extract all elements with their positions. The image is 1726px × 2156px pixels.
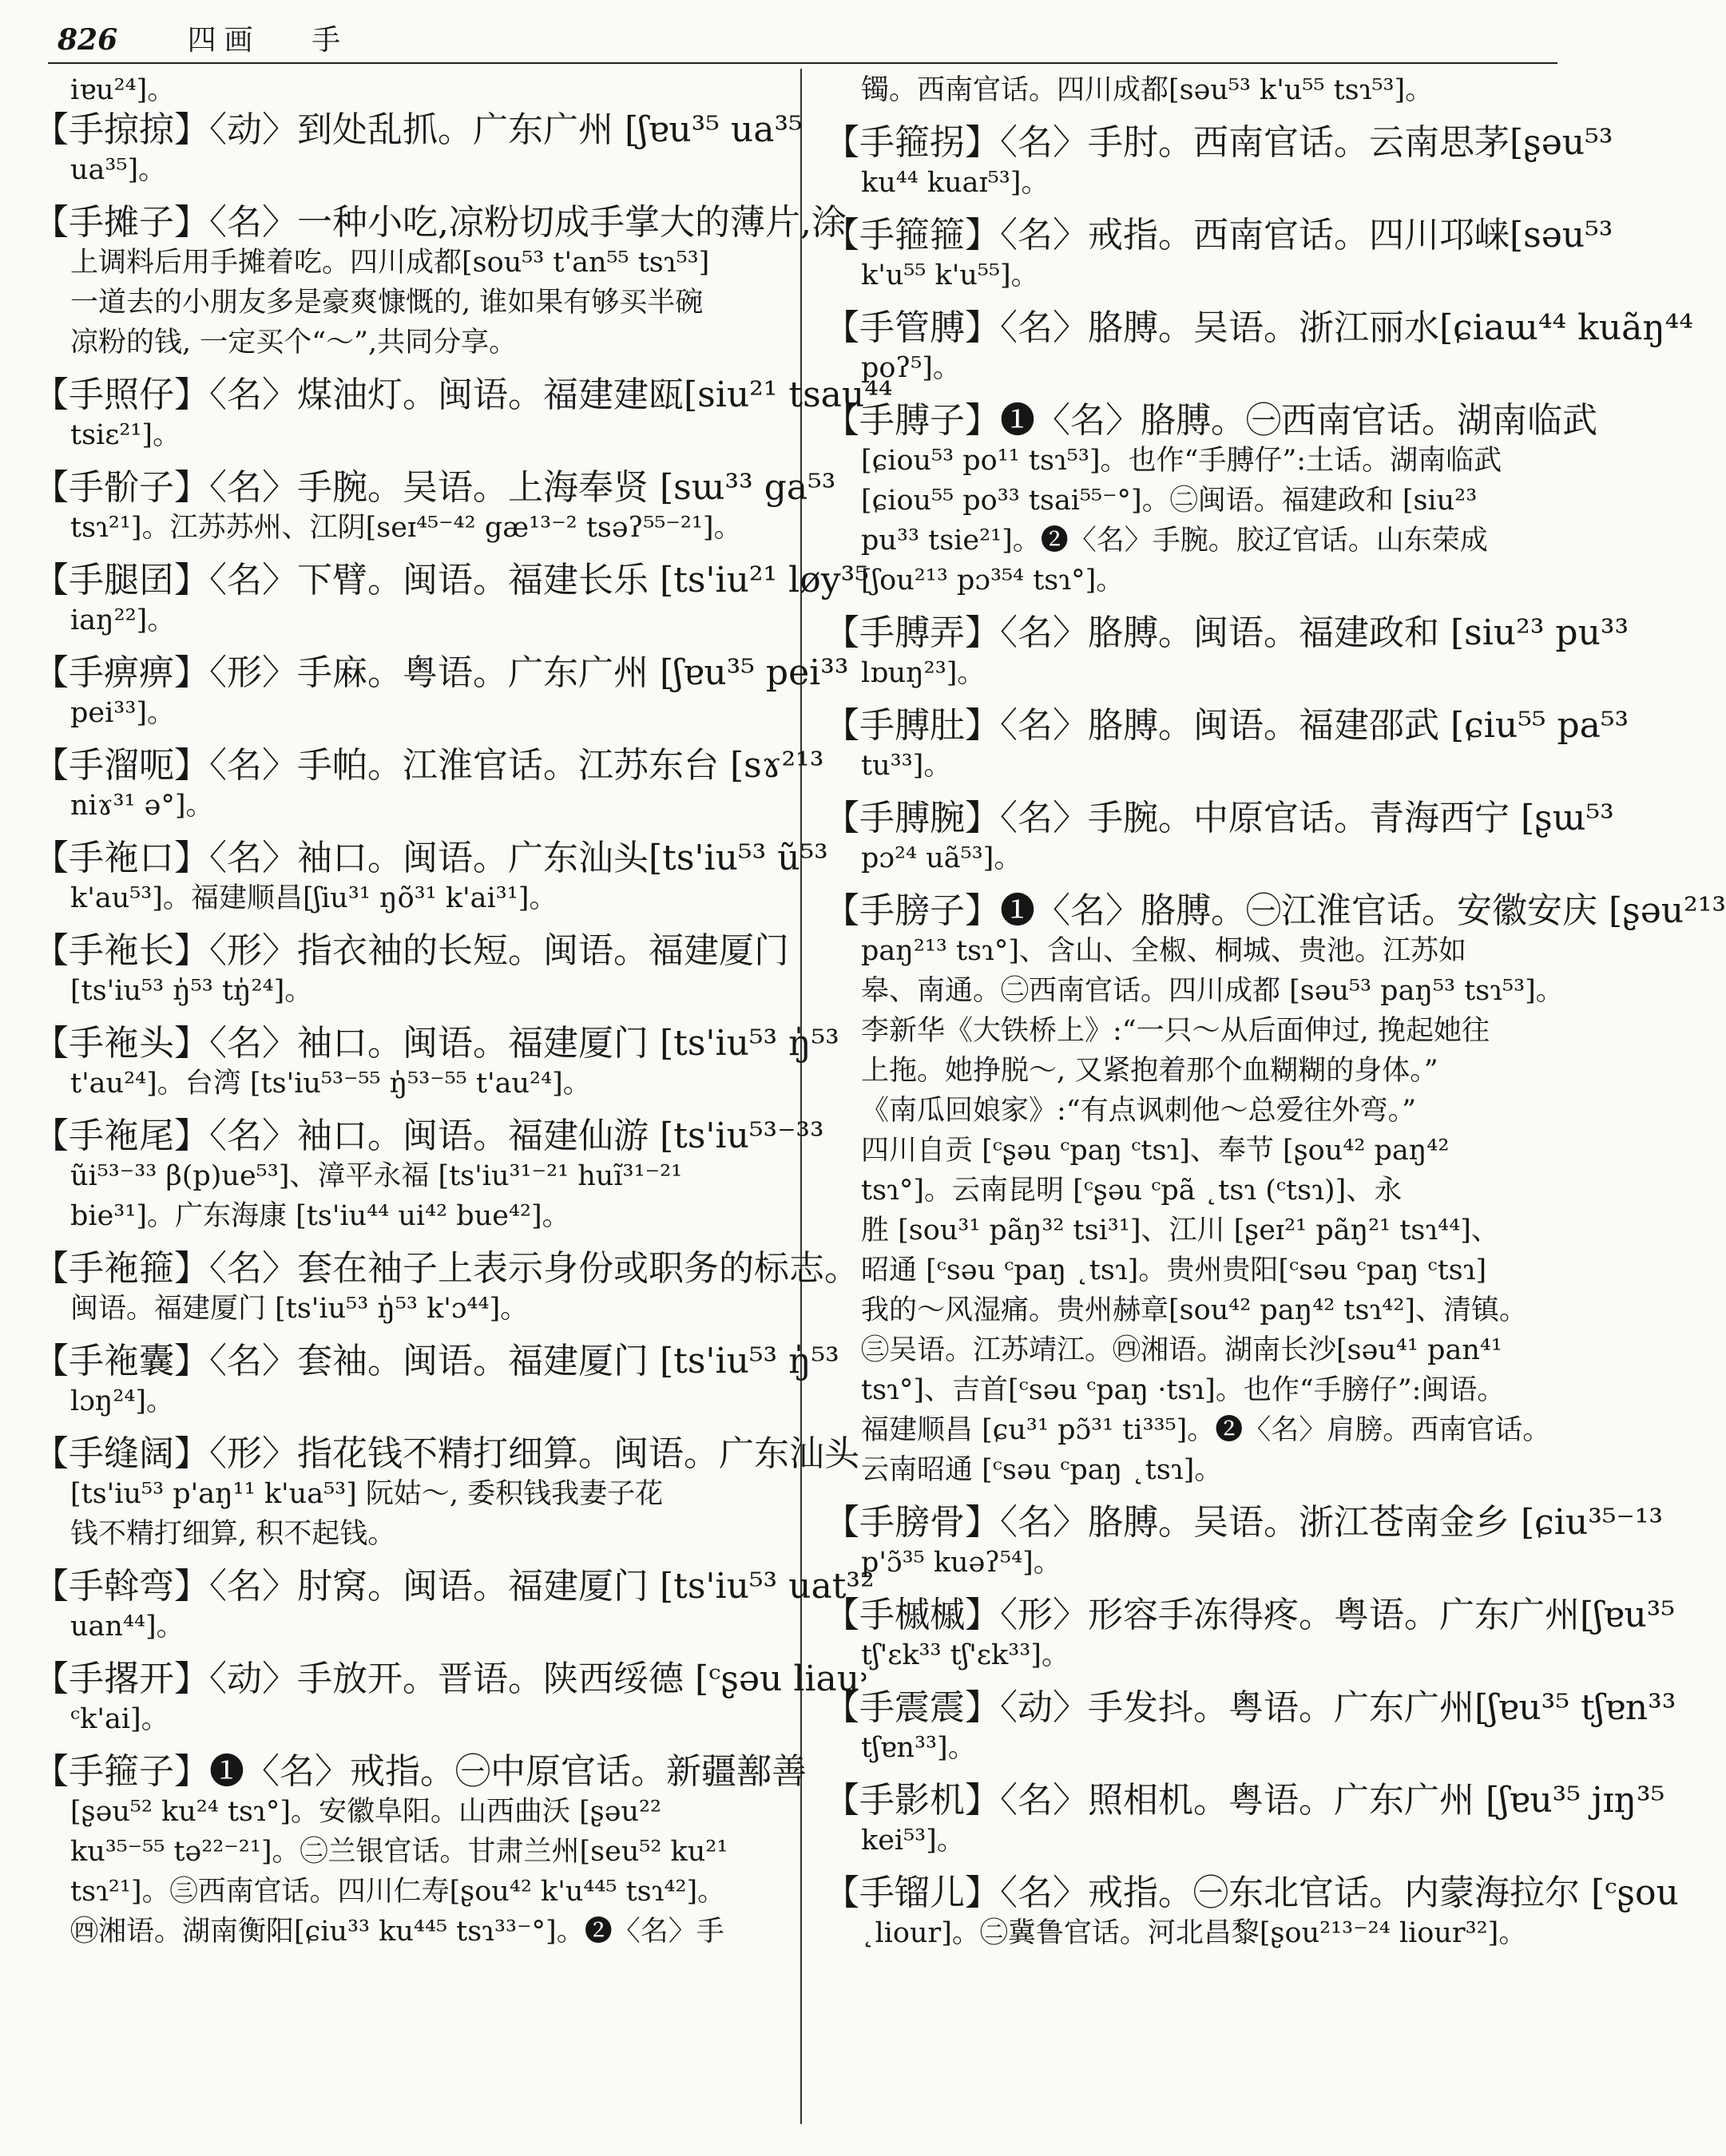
entry-text-line: ku³⁵⁻⁵⁵ tə²²⁻²¹]。㊁兰银官话。甘肃兰州[seu⁵² ku²¹ (70, 1836, 728, 1868)
entry-text-line: 我的～风湿痛。贵州赫章[sou⁴² paŋ⁴² tsɿ⁴²]、清镇。 (861, 1294, 1528, 1326)
entry-text-line: 皋、南通。㊁西南官话。四川成都 [səu⁵³ paŋ⁵³ tsɿ⁵³]。 (861, 975, 1564, 1007)
entry-text-line: [ʃou²¹³ pɔ³⁵⁴ tsɿ°]。 (861, 565, 1125, 596)
entry-text-line: 胜 [sou³¹ pãŋ³² tsi³¹]、江川 [ʂeɪ²¹ pãŋ²¹ tsɿ⁴⁴]、 (861, 1215, 1499, 1246)
entry-text-line: lɒuŋ²³]。 (861, 657, 986, 689)
entry-headline: 【手膊子】❶〈名〉胳膊。㊀西南官话。湖南临武 (824, 400, 1597, 441)
entry-headline: 【手箍箍】〈名〉戒指。西南官话。四川邛崃[səu⁵³ (824, 215, 1613, 256)
right-column (824, 70, 1726, 1953)
entry-text-line: pu³³ tsie²¹]。❷〈名〉手腕。胶辽官话。山东荣成 (861, 525, 1488, 557)
entry-text-line: ua³⁵]。 (70, 154, 167, 186)
entry-headline: 【手腿囝】〈名〉下臂。闽语。福建长乐 [ts'iu²¹ løy³⁵ (34, 560, 869, 600)
entry-headline: 【手袘尾】〈名〉袖口。闽语。福建仙游 [ts'iu⁵³⁻³³ (34, 1116, 824, 1156)
entry-headline: 【手管膊】〈名〉胳膊。吴语。浙江丽水[ɕiaɯ⁴⁴ kuãŋ⁴⁴ (824, 307, 1693, 348)
entry-text-line: tu³³]。 (861, 750, 952, 782)
entry-text-line: ㊃湘语。湖南衡阳[ɕiu³³ ku⁴⁴⁵ tsɿ³³⁻°]。❷〈名〉手 (70, 1916, 724, 1948)
entry-headline: 【手斡弯】〈名〉肘窝。闽语。福建厦门 [ts'iu⁵³ uat³² (34, 1566, 875, 1607)
entry-headline: 【手膊弄】〈名〉胳膊。闽语。福建政和 [siu²³ pu³³ (824, 612, 1629, 653)
entry-text-line: ku⁴⁴ kuaɪ⁵³]。 (861, 167, 1049, 199)
entry-text-line: k'u⁵⁵ k'u⁵⁵]。 (861, 260, 1039, 291)
entry-text-line: 镯。西南官话。四川成都[səu⁵³ k'u⁵⁵ tsɿ⁵³]。 (861, 74, 1434, 106)
entry-headline: 【手痹痹】〈形〉手麻。粤语。广东广州 [ʃɐu³⁵ pei³³ (34, 652, 849, 693)
entry-headline: 【手撂开】〈动〉手放开。晋语。陕西绥德 [ᶜʂəu liau˒ (34, 1659, 871, 1699)
entry-text-line: ᶜk'ai]。 (70, 1703, 169, 1735)
entry-text-line: 云南昭通 [ᶜsəu ᶜpaŋ ˛tsɿ]。 (861, 1454, 1223, 1486)
entry-headline: 【手掠掠】〈动〉到处乱抓。广东广州 [ʃɐu³⁵ ua³⁵ (34, 109, 803, 150)
entry-headline: 【手箍拐】〈名〉手肘。西南官话。云南思茅[ʂəu⁵³ (824, 122, 1613, 163)
entry-text-line: tsiɛ²¹]。 (70, 419, 181, 451)
entry-text-line: 上拖。她挣脱～, 又紧抱着那个血糊糊的身体。” (861, 1055, 1438, 1087)
entry-headline: 【手膀骨】〈名〉胳膊。吴语。浙江苍南金乡 [ɕiu³⁵⁻¹³ (824, 1502, 1663, 1543)
entry-headline: 【手膀子】❶〈名〉胳膊。㊀江淮官话。安徽安庆 [ʂəu²¹³ (824, 890, 1726, 931)
entry-text-line: 福建顺昌 [ɕu³¹ pɔ̃³¹ ti³³⁵]。❷〈名〉肩膀。西南官话。 (861, 1414, 1551, 1446)
entry-headline: 【手箍子】❶〈名〉戒指。㊀中原官话。新疆鄯善 (34, 1751, 807, 1792)
page-number: 826 (58, 23, 118, 57)
entry-text-line: poʔ⁵]。 (861, 352, 961, 384)
entry-text-line: 钱不精打细算, 积不起钱。 (70, 1518, 396, 1550)
entry-text-line: 李新华《大铁桥上》:“一只～从后面伸过, 挽起她往 (861, 1015, 1490, 1047)
entry-text-line: p'ɔ̃³⁵ kuəʔ⁵⁴]。 (861, 1547, 1061, 1579)
entry-headline: 【手膊腕】〈名〉手腕。中原官话。青海西宁 [ʂɯ⁵³ (824, 798, 1614, 838)
entry-text-line: paŋ²¹³ tsɿ°]、含山、全椒、桐城、贵池。江苏如 (861, 935, 1467, 967)
entry-text-line: kei⁵³]。 (861, 1825, 965, 1857)
index-character: 手 (311, 24, 341, 57)
entry-headline: 【手缝阔】〈形〉指花钱不精打细算。闽语。广东汕头 (34, 1433, 859, 1474)
entry-text-line: 上调料后用手摊着吃。四川成都[sou⁵³ t'an⁵⁵ tsɿ⁵³] (70, 247, 710, 279)
entry-headline: 【手袘囊】〈名〉套袖。闽语。福建厦门 [ts'iu⁵³ ŋ̍⁵³ (34, 1341, 839, 1381)
left-column (34, 70, 893, 1952)
entry-text-line: ũi⁵³⁻³³ β(p)ue⁵³]、漳平永福 [ts'iu³¹⁻²¹ huĩ³¹⁻²¹ (70, 1160, 683, 1192)
entry-text-line: iɐu²⁴]。 (70, 74, 176, 106)
entry-headline: 【手袘长】〈形〉指衣袖的长短。闽语。福建厦门 (34, 930, 789, 971)
entry-text-line: pɔ²⁴ uã⁵³]。 (861, 842, 1022, 874)
entry-text-line: uan⁴⁴]。 (70, 1611, 185, 1643)
entry-text-line: niɤ³¹ ə°]。 (70, 790, 214, 822)
entry-text-line: 昭通 [ᶜsəu ᶜpaŋ ˛tsɿ]。贵州贵阳[ᶜsəu ᶜpaŋ ᶜtsɿ] (861, 1254, 1487, 1286)
entry-headline: 【手槭槭】〈形〉形容手冻得疼。粤语。广东广州[ʃɐu³⁵ (824, 1595, 1675, 1635)
entry-text-line: 四川自贡 [ᶜʂəu ᶜpaŋ ᶜtsɿ]、奉节 [ʂou⁴² paŋ⁴² (861, 1135, 1450, 1167)
entry-text-line: lɔŋ²⁴]。 (70, 1385, 175, 1417)
entry-text-line: tsɿ²¹]。㊂西南官话。四川仁寿[ʂou⁴² k'u⁴⁴⁵ tsɿ⁴²]。 (70, 1876, 726, 1908)
entry-text-line: t'au²⁴]。台湾 [ts'iu⁵³⁻⁵⁵ ŋ̍⁵³⁻⁵⁵ t'au²⁴]。 (70, 1068, 591, 1100)
entry-text-line: [ɕiou⁵⁵ po³³ tsai⁵⁵⁻°]。㊁闽语。福建政和 [siu²³ (861, 485, 1478, 517)
entry-text-line: bie³¹]。广东海康 [ts'iu⁴⁴ ui⁴² bue⁴²]。 (70, 1200, 570, 1232)
entry-text-line: pei³³]。 (70, 697, 176, 729)
entry-text-line: tsɿ°]、吉首[ᶜsəu ᶜpaŋ ·tsɿ]。也作“手膀仔”:闽语。 (861, 1374, 1506, 1406)
entry-headline: 【手摊子】〈名〉一种小吃,凉粉切成手掌大的薄片,涂 (34, 202, 847, 243)
entry-headline: 【手影机】〈名〉照相机。粤语。广东广州 [ʃɐu³⁵ jɪŋ³⁵ (824, 1780, 1665, 1821)
entry-headline: 【手袘箍】〈名〉套在袖子上表示身份或职务的标志。 (34, 1248, 859, 1289)
entry-headline: 【手震震】〈动〉手发抖。粤语。广东广州[ʃɐu³⁵ tʃɐn³³ (824, 1687, 1676, 1728)
entry-headline: 【手膊肚】〈名〉胳膊。闽语。福建邵武 [ɕiu⁵⁵ pa⁵³ (824, 705, 1629, 746)
page-header (58, 18, 340, 58)
entry-text-line: k'au⁵³]。福建顺昌[ʃiu³¹ ŋõ³¹ k'ai³¹]。 (70, 882, 557, 914)
entry-text-line: ˛liour]。㊁冀鲁官话。河北昌黎[ʂou²¹³⁻²⁴ liour³²]。 (861, 1917, 1527, 1949)
entry-text-line: 一道去的小朋友多是豪爽慷慨的, 谁如果有够买半碗 (70, 287, 704, 319)
header-rule (48, 62, 1557, 64)
entry-headline: 【手溜呃】〈名〉手帕。江淮官话。江苏东台 [sɤ²¹³ (34, 745, 824, 786)
section-title: 四画 (187, 24, 261, 57)
entry-text-line: 闽语。福建厦门 [ts'iu⁵³ ŋ̍⁵³ k'ɔ⁴⁴]。 (70, 1293, 529, 1325)
entry-text-line: 凉粉的钱, 一定买个“～”,共同分享。 (70, 327, 518, 359)
entry-headline: 【手袘口】〈名〉袖口。闽语。广东汕头[ts'iu⁵³ ũ⁵³ (34, 838, 828, 878)
entry-text-line: tsɿ²¹]。江苏苏州、江阴[seɪ⁴⁵⁻⁴² gæ¹³⁻² tsəʔ⁵⁵⁻²¹]。 (70, 512, 742, 544)
entry-text-line: tsɿ°]。云南昆明 [ᶜʂəu ᶜpã ˛tsɿ (ᶜtsɿ)]、永 (861, 1175, 1403, 1207)
entry-text-line: 《南瓜回娘家》:“有点讽刺他～总爱往外弯。” (861, 1095, 1417, 1127)
entry-text-line: ㊂吴语。江苏靖江。㊃湘语。湖南长沙[səu⁴¹ pan⁴¹ (861, 1334, 1502, 1366)
entry-headline: 【手镏儿】〈名〉戒指。㊀东北官话。内蒙海拉尔 [ᶜʂou (824, 1873, 1679, 1913)
entry-text-line: [ts'iu⁵³ p'aŋ¹¹ k'ua⁵³] 阮姑～, 委积钱我妻子花 (70, 1478, 664, 1510)
entry-text-line: [ts'iu⁵³ ŋ̍⁵³ tŋ̍²⁴]。 (70, 975, 313, 1007)
entry-text-line: tʃɐn³³]。 (861, 1732, 976, 1764)
entry-headline: 【手袘头】〈名〉袖口。闽语。福建厦门 [ts'iu⁵³ ŋ̍⁵³ (34, 1023, 839, 1064)
entry-headline: 【手照仔】〈名〉煤油灯。闽语。福建建瓯[siu²¹ tsau⁴⁴ (34, 375, 893, 415)
entry-text-line: tʃ'ɛk³³ tʃ'ɛk³³]。 (861, 1639, 1069, 1671)
entry-text-line: iaŋ²²]。 (70, 604, 176, 636)
entry-headline: 【手骱子】〈名〉手腕。吴语。上海奉贤 [sɯ³³ ga⁵³ (34, 467, 836, 508)
entry-text-line: [ɕiou⁵³ po¹¹ tsɿ⁵³]。也作“手膊仔”:土话。湖南临武 (861, 445, 1502, 477)
entry-text-line: [ʂəu⁵² ku²⁴ tsɿ°]。安徽阜阳。山西曲沃 [ʂəu²² (70, 1796, 662, 1828)
